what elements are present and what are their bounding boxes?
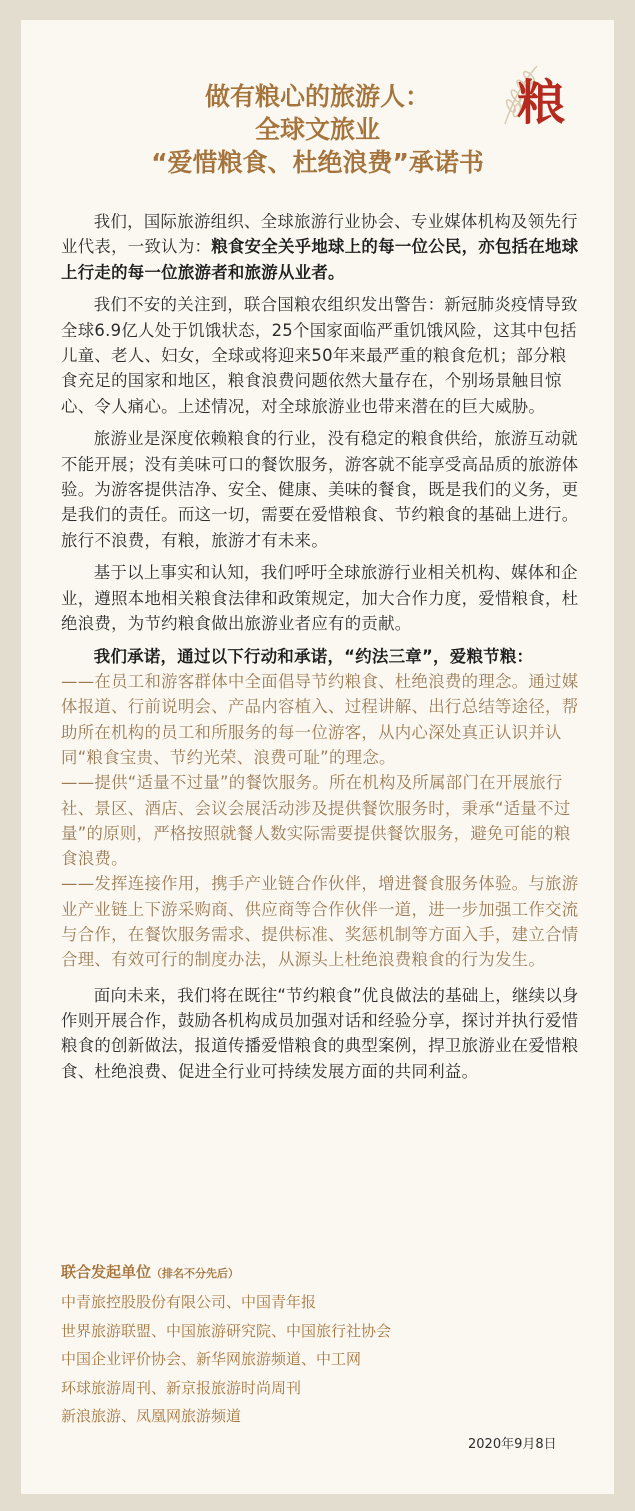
pledge-item-2: ——提供“适量不过量”的餐饮服务。所在机构及所属部门在开展旅行社、景区、酒店、会议会展活动涉及提供餐饮服务时，秉承“适量不过量”的原则，严格按照就餐人数实际需要提供餐饮服务，避免可能的粮食浪费。 [61,773,571,869]
sponsor-line-2: 世界旅游联盟、中国旅游研究院、中国旅行社协会 [61,1321,392,1340]
sponsors-note: （排名不分先后） [151,1267,240,1280]
letter-body [61,209,581,1084]
logo-character: 粮 [517,75,566,131]
sponsors-heading [61,1258,581,1288]
paragraph-1-emphasis: 粮食安全关乎地球上的每一位公民，亦包括在地球上行走的每一位旅游者和旅游从业者。 [61,237,579,282]
pledge-item-1: ——在员工和游客群体中全面倡导节约粮食、杜绝浪费的理念。通过媒体报道、行前说明会、产品内容植入、过程讲解、出行总结等途径，帮助所在机构的员工和所服务的每一位游客，从内心深处真正认识并认同“粮食宝贵、节约光荣、浪费可耻”的理念。 [61,672,579,767]
sponsor-line-5: 新浪旅游、凤凰网旅游频道 [61,1407,242,1425]
pledge-heading: 我们承诺，通过以下行动和承诺，“约法三章”，爱粮节粮： [93,646,534,666]
sponsors-title: 联合发起单位 [61,1263,152,1281]
paragraph-4: 基于以上事实和认知，我们呼吁全球旅游行业相关机构、媒体和企业，遵照本地相关粮食法律和政策规定，加大合作力度，爱惜粮食，杜绝浪费，为节约粮食做出旅游业者应有的贡献。 [61,563,579,633]
paragraph-1 [61,209,581,285]
closing-paragraph: 面向未来，我们将在既往“节约粮食”优良做法的基础上，继续以身作则开展合作，鼓励各机构成员加强对话和经验分享，探讨并执行爱惜粮食的创新做法，报道传播爱惜粮食的典型案例，捍卫旅游业在爱惜粮食、杜绝浪费、促进全行业可持续发展方面的共同利益。 [61,985,579,1081]
paragraph-2: 我们不安的关注到，联合国粮农组织发出警告：新冠肺炎疫情导致全球6.9亿人处于饥饿状态，25个国家面临严重饥饿风险，这其中包括儿童、老人、妇女，全球或将迎来50年来最严重的粮食危机；部分粮食充足的国家和地区，粮食浪费问题依然大量存在，个别场景触目惊心、令人痛心。上述情况，对全球旅游业也带来潜在的巨大威胁。 [61,295,578,416]
sponsor-line-3: 中国企业评价协会、新华网旅游频道、中工网 [61,1350,362,1368]
title-line-3: “爱惜粮食、杜绝浪费”承诺书 [151,148,484,177]
title-line-2: 全球文旅业 [254,115,380,144]
page-title [0,80,635,179]
sponsors-section [61,1258,581,1431]
sponsors-list [61,1288,581,1431]
pledge-item-3: ——发挥连接作用，携手产业链合作伙伴，增进餐食服务体验。与旅游业产业链上下游采购商、供应商等合作伙伴一道，进一步加强工作交流与合作，在餐饮服务需求、提供标准、奖惩机制等方面入手，建立合情合理、有效可行的制度办法，从源头上杜绝浪费粮食的行为发生。 [61,874,579,970]
paragraph-1-text: 我们，国际旅游组织、全球旅游行业协会、专业媒体机构及领先行业代表，一致认为： [61,212,578,257]
title-line-1: 做有粮心的旅游人： [204,82,430,111]
sponsor-line-4: 环球旅游周刊、新京报旅游时尚周刊 [61,1378,302,1397]
paragraph-3: 旅游业是深度依赖粮食的行业，没有稳定的粮食供给，旅游互动就不能开展；没有美味可口的餐饮服务，游客就不能享受高品质的旅游体验。为游客提供洁净、安全、健康、美味的餐食，既是我们的义务，更是我们的责任。而这一切，需要在爱惜粮食、节约粮食的基础上进行。旅行不浪费，有粮，旅游才有未来。 [61,429,579,550]
letter-date: 2020年9月8日 [468,1437,557,1452]
sponsor-line-1: 中青旅控股股份有限公司、中国青年报 [61,1293,317,1311]
